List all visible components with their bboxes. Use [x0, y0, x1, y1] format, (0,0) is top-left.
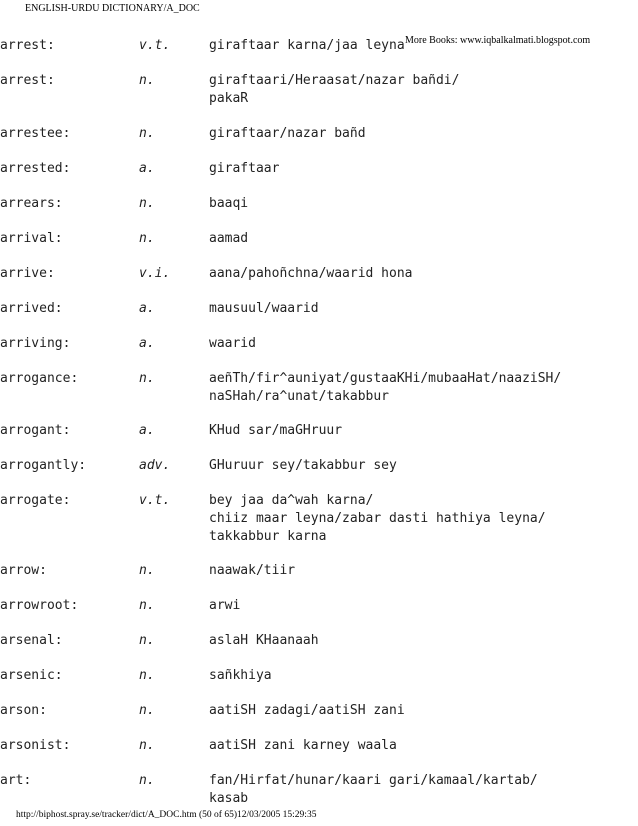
entry-word: arrow:	[0, 563, 47, 578]
entry-word: art:	[0, 773, 32, 788]
entry-meaning	[209, 195, 634, 213]
meaning-line: baaqi	[209, 196, 249, 211]
entry-meaning	[209, 737, 634, 755]
entry-meaning	[209, 300, 634, 318]
meaning-line: giraftaar	[209, 161, 280, 176]
entry-pos: a.	[139, 423, 155, 438]
entry-word: arsenic:	[0, 668, 63, 683]
meaning-line: mausuul/waarid	[209, 301, 319, 316]
page-footer-url: http://biphost.spray.se/tracker/dict/A_DOC.htm (50 of 65)12/03/2005 15:29:35	[16, 810, 317, 820]
meaning-line: giraftaar/nazar bañd	[209, 126, 366, 141]
entry-pos: v.t.	[139, 38, 171, 53]
entry-word: arrestee:	[0, 126, 71, 141]
meaning-line: chiiz maar leyna/zabar dasti hathiya leyna/	[209, 511, 546, 526]
meaning-line: takkabbur karna	[209, 529, 327, 544]
meaning-line: sañkhiya	[209, 668, 272, 683]
entry-meaning	[209, 562, 634, 580]
meaning-line: kasab	[209, 791, 249, 806]
entry-word: arrogantly:	[0, 458, 87, 473]
meaning-line: giraftaar karna/jaa leyna	[209, 38, 405, 53]
meaning-line: arwi	[209, 598, 241, 613]
entry-pos: n.	[139, 738, 155, 753]
meaning-line: aslaH KHaanaah	[209, 633, 319, 648]
entry-pos: n.	[139, 633, 155, 648]
entry-meaning	[209, 667, 634, 685]
entry-word: arsenal:	[0, 633, 63, 648]
entry-word: arrears:	[0, 196, 63, 211]
entry-meaning	[209, 597, 634, 615]
promo-link[interactable]: More Books: www.iqbalkalmati.blogspot.com	[405, 35, 591, 46]
entry-pos: a.	[139, 336, 155, 351]
entry-word: arriving:	[0, 336, 71, 351]
entry-pos: n.	[139, 371, 155, 386]
meaning-line: aatiSH zani karney waala	[209, 738, 397, 753]
entry-meaning	[209, 632, 634, 650]
entry-pos: n.	[139, 703, 155, 718]
entry-pos: n.	[139, 668, 155, 683]
entry-meaning	[209, 492, 634, 546]
entry-word: arrest:	[0, 73, 55, 88]
meaning-line: aana/pahoñchna/waarid hona	[209, 266, 413, 281]
meaning-line: naawak/tiir	[209, 563, 296, 578]
meaning-line: aatiSH zadagi/aatiSH zani	[209, 703, 405, 718]
meaning-line: bey jaa da^wah karna/	[209, 493, 374, 508]
meaning-line: naSHah/ra^unat/takabbur	[209, 389, 390, 404]
entry-meaning	[209, 772, 634, 808]
meaning-line: GHuruur sey/takabbur sey	[209, 458, 397, 473]
entry-pos: n.	[139, 231, 155, 246]
meaning-line: waarid	[209, 336, 256, 351]
entry-meaning	[209, 265, 634, 283]
meaning-line: pakaR	[209, 91, 249, 106]
entry-meaning	[209, 125, 634, 143]
entry-word: arsonist:	[0, 738, 71, 753]
entry-word: arrest:	[0, 38, 55, 53]
entry-meaning	[209, 457, 634, 475]
entry-meaning	[209, 335, 634, 353]
meaning-line: giraftaari/Heraasat/nazar bañdi/	[209, 73, 460, 88]
meaning-line: aeñTh/fir^auniyat/gustaaKHi/mubaaHat/naaziSH/	[209, 371, 562, 386]
entry-pos: a.	[139, 301, 155, 316]
page-header: ENGLISH-URDU DICTIONARY/A_DOC	[25, 3, 200, 14]
entry-word: arrive:	[0, 266, 55, 281]
entry-word: arrived:	[0, 301, 63, 316]
entry-meaning	[209, 370, 634, 406]
meaning-line: aamad	[209, 231, 249, 246]
meaning-line: KHud sar/maGHruur	[209, 423, 343, 438]
entry-pos: n.	[139, 563, 155, 578]
entry-pos: n.	[139, 598, 155, 613]
entry-word: arrowroot:	[0, 598, 79, 613]
entry-pos: n.	[139, 73, 155, 88]
entry-meaning	[209, 702, 634, 720]
entry-meaning	[209, 230, 634, 248]
entry-pos: v.t.	[139, 493, 171, 508]
entry-word: arrogant:	[0, 423, 71, 438]
entry-meaning	[209, 72, 634, 108]
entry-pos: adv.	[139, 458, 171, 473]
entry-word: arrested:	[0, 161, 71, 176]
entry-word: arrogate:	[0, 493, 71, 508]
entry-word: arrogance:	[0, 371, 79, 386]
entry-pos: n.	[139, 196, 155, 211]
entry-meaning	[209, 160, 634, 178]
entry-word: arrival:	[0, 231, 63, 246]
entry-pos: a.	[139, 161, 155, 176]
entry-pos: v.i.	[139, 266, 171, 281]
entry-pos: n.	[139, 773, 155, 788]
entry-word: arson:	[0, 703, 47, 718]
entry-meaning	[209, 422, 634, 440]
entry-pos: n.	[139, 126, 155, 141]
meaning-line: fan/Hirfat/hunar/kaari gari/kamaal/kartab/	[209, 773, 538, 788]
